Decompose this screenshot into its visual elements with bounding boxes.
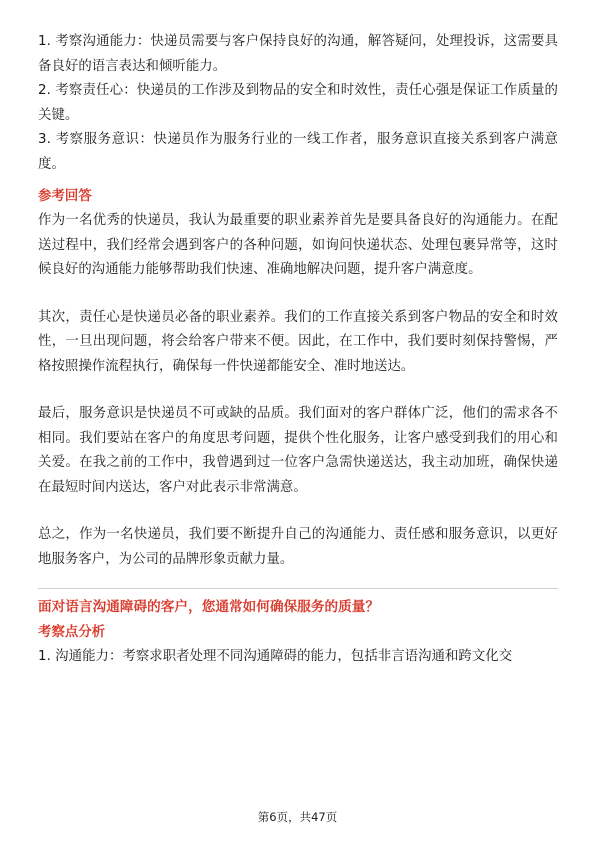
analysis-heading: 考察点分析	[38, 625, 106, 640]
paragraph-spacer	[38, 379, 558, 402]
question-heading: 面对语言沟通障碍的客户，您通常如何确保服务的质量？	[38, 599, 380, 615]
section-divider	[38, 588, 558, 589]
answer-paragraph-2: 其次，责任心是快递员必备的职业素养。我们的工作直接关系到客户物品的安全和时效性，一旦出现问题，将会给客户带来不便。因此，在工作中，我们要时刻保持警惕，严格按照操作流程执行，确保每一件快递都能安全、准时地送达。	[38, 309, 558, 374]
answer-paragraph-4: 总之，作为一名快递员，我们要不断提升自己的沟通能力、责任感和服务意识，以更好地服务客户，为公司的品牌形象贡献力量。	[38, 527, 558, 567]
paragraph-spacer	[38, 500, 558, 523]
intro-point-3: 3. 考察服务意识：快递员作为服务行业的一线工作者，服务意识直接关系到客户满意度。	[38, 132, 558, 172]
intro-point-2: 2. 考察责任心：快递员的工作涉及到物品的安全和时效性，责任心强是保证工作质量的关键。	[38, 83, 558, 123]
answer-heading: 参考回答	[38, 189, 92, 204]
answer-paragraph-3: 最后，服务意识是快递员不可或缺的品质。我们面对的客户群体广泛，他们的需求各不相同。我们要站在客户的角度思考问题，提供个性化服务，让客户感受到我们的用心和关爱。在我之前的工作中，我曾遇到过一位客户急需快递送达，我主动加班，确保快递在最短时间内送达，客户对此表示非常满意。	[38, 406, 558, 495]
analysis-point-1: 1. 沟通能力：考察求职者处理不同沟通障碍的能力，包括非言语沟通和跨文化交	[38, 649, 513, 664]
intro-point-1: 1. 考察沟通能力：快递员需要与客户保持良好的沟通，解答疑问，处理投诉，这需要具备良好的语言表达和倾听能力。	[38, 34, 558, 74]
answer-paragraph-1: 作为一名优秀的快递员，我认为最重要的职业素养首先是要具备良好的沟通能力。在配送过程中，我们经常会遇到客户的各种问题，如询问快递状态、处理包裹异常等，这时候良好的沟通能力能够帮助我们快速、准确地解决问题，提升客户满意度。	[38, 213, 558, 277]
page-content	[38, 30, 558, 670]
paragraph-spacer	[38, 283, 558, 306]
page-footer: 第6页，共47页	[257, 810, 338, 824]
